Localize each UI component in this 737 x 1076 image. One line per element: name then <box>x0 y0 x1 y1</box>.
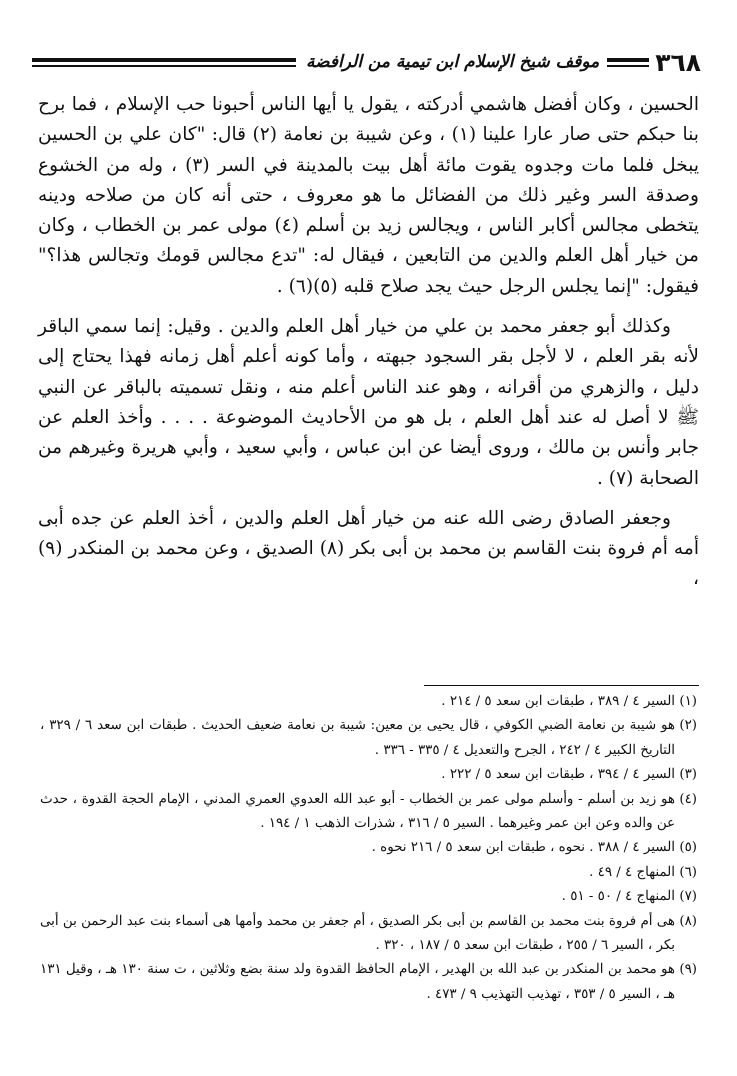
running-title: موقف شيخ الإسلام ابن تيمية من الرافضة <box>306 52 600 72</box>
footnote-text: المنهاج ٤ / ٤٩ . <box>589 864 675 880</box>
footnote-text: السير ٤ / ٣٨٨ . نحوه ، طبقات ابن سعد ٥ / ٢١٦ نحوه . <box>371 840 675 856</box>
footnote-5 <box>40 836 697 860</box>
footnote-number: (٨) <box>679 913 697 929</box>
footnote-text: السير ٤ / ٣٨٩ ، طبقات ابن سعد ٥ / ٢١٤ . <box>441 694 675 709</box>
footnote-number: (٤) <box>679 791 697 807</box>
footnote-text: المنهاج ٤ / ٥٠ - ٥١ . <box>561 889 675 905</box>
footnote-number: (١) <box>679 694 697 709</box>
footnote-1 <box>40 690 697 714</box>
footnote-text: هو شيبة بن نعامة الضبي الكوفي ، قال يحيى بن معين: شيبة بن نعامة ضعيف الحديث . طبقات ابن سعد ٦ / ٣٢٩ ، التاريخ الكبير ٤ / ٢٤٢ ، الجرح والتعديل ٤ / ٣٣٥ - ٣٣٦ . <box>40 718 675 758</box>
footnote-number: (٣) <box>679 767 697 783</box>
footnote-8 <box>40 910 697 959</box>
footnotes <box>40 690 697 1007</box>
footnote-number: (٧) <box>679 889 697 905</box>
footnote-number: (٦) <box>679 864 697 880</box>
footnote-text: هى أم فروة بنت محمد بن القاسم بن أبى بكر الصديق ، أم جعفر بن محمد وأمها هى أسماء بنت عبد الرحمن بن أبى بكر ، السير ٦ / ٢٥٥ ، طبقات ابن سعد ٥ / ١٨٧ ، ٣٢٠ . <box>40 913 675 954</box>
page-number: ٣٦٨ <box>655 47 701 77</box>
footnote-text: هو محمد بن المنكدر بن عبد الله بن الهدير ، الإمام الحافظ القدوة ولد سنة بضع وثلاثين ، ت سنة ١٣٠ هـ ، وقيل ١٣١ هـ ، السير ٥ / ٣٥٣ ، تهذيب التهذيب ٩ / ٤٧٣ . <box>40 962 675 1002</box>
footnote-3 <box>40 763 697 787</box>
footnote-6 <box>40 861 697 885</box>
footnote-9 <box>40 958 697 1007</box>
footnote-4 <box>40 788 697 837</box>
header-rule-long <box>32 55 296 69</box>
footnote-separator <box>424 685 699 686</box>
footnote-2 <box>40 714 697 763</box>
footnote-7 <box>40 885 697 909</box>
main-text <box>38 90 699 595</box>
footnote-number: (٢) <box>679 718 697 734</box>
footnote-number: (٥) <box>679 840 697 856</box>
footnote-text: السير ٤ / ٣٩٤ ، طبقات ابن سعد ٥ / ٢٢٢ . <box>441 767 675 783</box>
paragraph-3: وجعفر الصادق رضى الله عنه من خيار أهل العلم والدين ، أخذ العلم عن جده أبى أمه أم فروة بنت القاسم بن محمد بن أبى بكر (٨) الصديق ، وعن محمد بن المنكدر (٩) ، <box>38 507 699 590</box>
paragraph-2: وكذلك أبو جعفر محمد بن علي من خيار أهل العلم والدين . وقيل: إنما سمي الباقر لأنه بقر العلم ، لا لأجل بقر السجود جبهته ، وأما كونه أعلم أهل زمانه فهذا يحتاج إلى دليل ، والزهري من أقرانه ، وهو عند الناس أعلم منه ، ونقل تسميته بالباقر عن النبي ﷺ لا أصل له عند أهل العلم ، بل هو من الأحاديث الموضوعة . . . . وأخذ العلم عن جابر وأنس بن مالك ، وروى أيضا عن ابن عباس ، وأبي سعيد ، وأبي هريرة وغيرهم من الصحابة (٧) . <box>38 316 699 489</box>
page-header <box>32 44 701 80</box>
footnote-number: (٩) <box>679 962 697 978</box>
footnote-text: هو زيد بن أسلم - وأسلم مولى عمر بن الخطاب - أبو عبد الله العدوي العمري المدني ، الإمام الحجة القدوة ، حدث عن والده وعن ابن عمر وغيرهما . السير ٥ / ٣١٦ ، شذرات الذهب ١ / ١٩٤ . <box>40 791 675 832</box>
paragraph-1: الحسين ، وكان أفضل هاشمي أدركته ، يقول يا أيها الناس أحبونا حب الإسلام ، فما برح بنا حبكم حتى صار عارا علينا (١) ، وعن شيبة بن نعامة (٢) قال: "كان علي بن الحسين يبخل فلما مات وجدوه يقوت مائة أهل بيت بالمدينة في السر (٣) ، وله من الخشوع وصدقة السر وغير ذلك من الفضائل ما هو معروف ، حتى أنه كان من صلاحه ودينه يتخطى مجالس أكابر الناس ، ويجالس زيد بن أسلم (٤) مولى عمر بن الخطاب ، وكان من خيار أهل العلم والدين من التابعين ، فيقال له: "تدع مجالس قومك وتجالس هذا؟" فيقول: "إنما يجلس الرجل حيث يجد صلاح قلبه (٥)(٦) . <box>38 94 699 297</box>
header-rule-short <box>607 55 649 69</box>
